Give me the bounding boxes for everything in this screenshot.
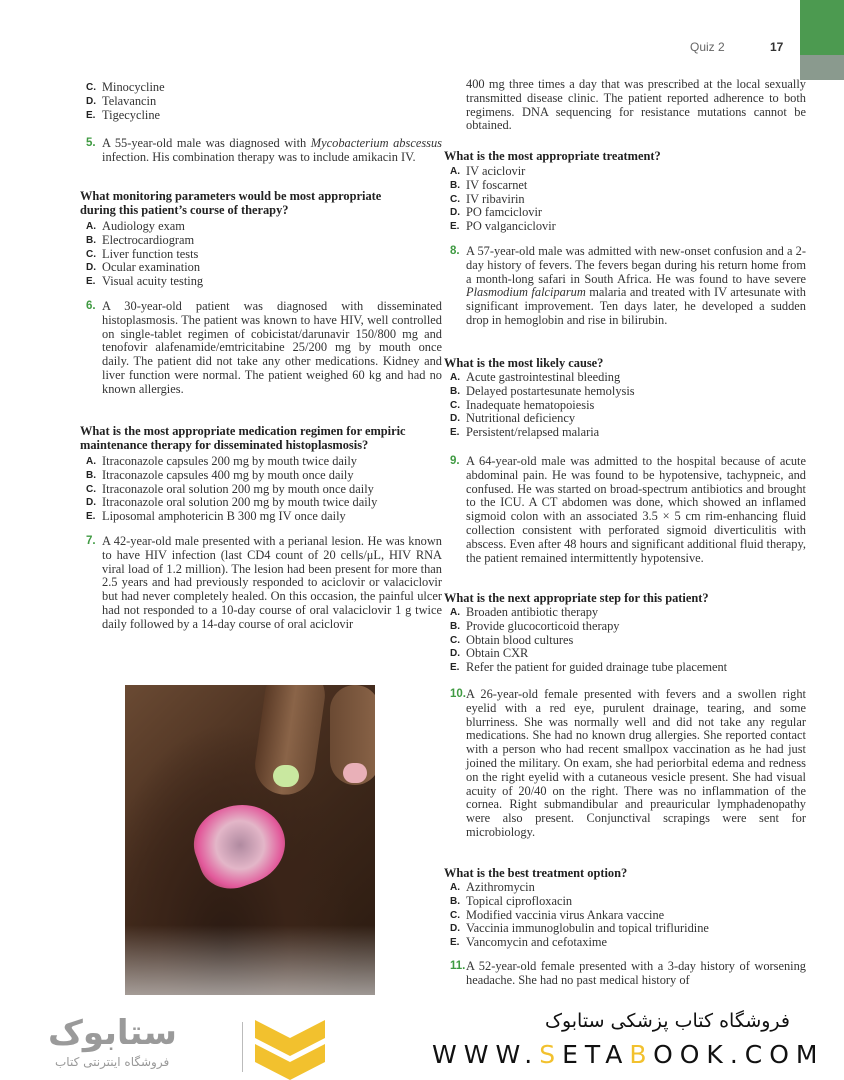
url-part: OOK.COM [653, 1040, 825, 1069]
answer-options [444, 881, 784, 950]
option-letter: C. [86, 82, 96, 93]
answer-option [444, 206, 784, 220]
answer-option [80, 455, 420, 469]
option-letter: C. [86, 483, 96, 495]
italic-term: Plasmodium falciparum [466, 285, 586, 300]
question-continuation: 400 mg three times a day that was prescribed at the local sexually transmitted disease clinic. The patient reported adherence to both regimens. DNA sequencing for resistance mutations cannot be obtained. [466, 77, 806, 133]
answer-option [444, 193, 784, 207]
option-letter: E. [86, 511, 96, 523]
option-letter: D. [86, 262, 96, 274]
option-text: IV foscarnet [466, 177, 528, 192]
answer-option [80, 234, 420, 248]
option-text: PO valganciclovir [466, 219, 556, 234]
answer-option [80, 95, 420, 109]
url-part: B [629, 1040, 654, 1069]
option-letter: C. [450, 193, 460, 205]
page-number: 17 [770, 40, 784, 54]
answer-option [80, 248, 420, 262]
answer-option [444, 661, 784, 675]
answer-option [444, 881, 784, 895]
italic-term: Mycobacterium abscessus [310, 136, 442, 150]
option-letter: D. [450, 648, 460, 660]
option-letter: D. [86, 95, 96, 107]
answer-option [444, 412, 784, 426]
question-text: A 52-year-old female presented with a 3-day history of worsening headache. She had no past medical history of [466, 959, 806, 987]
option-letter: E. [86, 109, 96, 121]
option-text: Itraconazole oral solution 200 mg by mouth twice daily [102, 495, 378, 510]
question-text: infection. His combination therapy was to include amikacin IV. [102, 149, 416, 164]
option-text: PO famciclovir [466, 205, 543, 220]
question-stem [80, 300, 442, 397]
option-text: Itraconazole capsules 200 mg by mouth twice daily [102, 454, 357, 468]
question-prompt: What monitoring parameters would be most appropriate during this patient’s course of therapy? [80, 189, 382, 217]
option-text: Acute gastrointestinal bleeding [466, 370, 621, 384]
question-stem [444, 455, 806, 565]
question-number: 9. [450, 455, 460, 467]
answer-option [444, 922, 784, 936]
option-letter: A. [450, 166, 460, 177]
question-stem [80, 535, 442, 632]
question-text: A 42-year-old male presented with a perianal lesion. He was known to have HIV infection (last CD4 count of 20 cells/μL, HIV RNA viral load of 1.2 million). The lesion had been present for more than 2.5 years and had previously responded to aciclovir or valaciclovir but had never completely healed. On this occasion, the painful ulcer had not responded to a 10-day course of oral valaciclovir 1 g twice daily followed by a 14-day course of oral aciclovir [102, 534, 442, 631]
option-letter: C. [86, 248, 96, 260]
option-letter: E. [450, 662, 460, 674]
answer-option [444, 165, 784, 179]
answer-option [444, 179, 784, 193]
answer-option [80, 275, 420, 289]
chapter-tab-secondary [800, 55, 844, 80]
answer-option [80, 496, 420, 510]
question-stem [80, 137, 442, 165]
option-text: Topical ciprofloxacin [466, 893, 573, 908]
question-prompt: What is the most likely cause? [444, 356, 604, 370]
option-letter: D. [450, 207, 460, 219]
answer-option [80, 220, 420, 234]
question-text: A 64-year-old male was admitted to the hospital because of acute abdominal pain. He was found to be hypotensive, tachypneic, and confused. He was started on broad-spectrum antibiotics and brought to the ICU. A CT abdomen was done, which showed an inflamed sigmoid colon with an associated 3.5 × 5 cm rim-enhancing fluid collection consistent with perforated sigmoid diverticulitis with abscess. Even after 48 hours and significant additional fluid therapy, the patient remained intermittently hypotensive. [466, 454, 806, 565]
option-letter: B. [450, 385, 460, 397]
option-text: Vaccinia immunoglobulin and topical trifluridine [466, 921, 709, 936]
shop-name: فروشگاه کتاب پزشکی ستابوک [544, 1010, 790, 1032]
answer-option [444, 385, 784, 399]
question-number: 5. [86, 137, 96, 149]
option-text: Telavancin [102, 93, 157, 108]
option-letter: A. [450, 372, 460, 383]
question-prompt: What is the next appropriate step for this patient? [444, 591, 709, 605]
answer-option [444, 399, 784, 413]
option-letter: B. [450, 620, 460, 632]
option-text: Delayed postartesunate hemolysis [466, 383, 635, 398]
option-letter: A. [86, 221, 96, 232]
option-letter: E. [450, 221, 460, 233]
option-text: Broaden antibiotic therapy [466, 605, 599, 619]
option-text: Ocular examination [102, 260, 201, 275]
option-letter: B. [450, 179, 460, 191]
question-number: 10. [450, 688, 466, 700]
option-text: IV ribavirin [466, 191, 525, 206]
answer-options [444, 606, 784, 675]
option-text: Azithromycin [466, 880, 535, 894]
option-text: Itraconazole oral solution 200 mg by mouth once daily [102, 481, 374, 496]
option-text: Minocycline [102, 80, 165, 94]
answer-option [80, 81, 420, 95]
option-letter: A. [86, 456, 96, 467]
option-letter: A. [450, 882, 460, 893]
option-text: Vancomycin and cefotaxime [466, 935, 608, 950]
option-letter: E. [450, 427, 460, 439]
option-letter: D. [86, 497, 96, 509]
answer-options [444, 371, 784, 440]
answer-options [80, 81, 420, 122]
option-letter: D. [450, 413, 460, 425]
question-prompt: What is the most appropriate treatment? [444, 149, 661, 163]
chapter-tab [800, 0, 844, 55]
option-text: Modified vaccinia virus Ankara vaccine [466, 907, 665, 922]
option-letter: C. [450, 399, 460, 411]
page-fade [125, 925, 375, 995]
option-letter: B. [86, 469, 96, 481]
answer-option [444, 895, 784, 909]
option-text: Persistent/relapsed malaria [466, 425, 600, 440]
answer-options [80, 220, 420, 289]
question-number: 7. [86, 535, 96, 547]
option-text: Obtain blood cultures [466, 632, 574, 647]
answer-option [80, 510, 420, 524]
question-prompt: What is the most appropriate medication regimen for empiric maintenance therapy for disseminated histoplasmosis? [80, 424, 406, 452]
option-letter: D. [450, 923, 460, 935]
option-letter: E. [86, 276, 96, 288]
answer-option [80, 469, 420, 483]
option-letter: C. [450, 634, 460, 646]
option-text: Provide glucocorticoid therapy [466, 618, 620, 633]
running-header [690, 40, 784, 54]
answer-option [444, 371, 784, 385]
url-part: WWW. [432, 1040, 540, 1069]
url-part: S [539, 1040, 563, 1069]
question-stem [444, 960, 806, 988]
answer-option [444, 634, 784, 648]
question-number: 8. [450, 245, 460, 257]
option-letter: B. [86, 234, 96, 246]
answer-option [80, 109, 420, 123]
question-number: 11. [450, 960, 466, 972]
answer-option [444, 647, 784, 661]
setabook-logo: ستابوک [48, 1013, 177, 1053]
option-text: Itraconazole capsules 400 mg by mouth once daily [102, 467, 354, 482]
section-title: Quiz 2 [690, 40, 725, 54]
option-letter: A. [450, 607, 460, 618]
option-letter: B. [450, 895, 460, 907]
question-text: A 57-year-old male was admitted with new-onset confusion and a 2-day history of fevers. The fevers began during his return home from a month-long safari in South Africa. He was found to have severe [466, 244, 806, 286]
option-text: Tigecycline [102, 107, 161, 122]
option-text: Audiology exam [102, 219, 185, 233]
option-text: Obtain CXR [466, 646, 529, 661]
website-url[interactable] [432, 1040, 824, 1069]
answer-option [444, 620, 784, 634]
chevron-logo-icon [255, 1020, 325, 1080]
option-text: Electrocardiogram [102, 232, 195, 247]
option-text: Liver function tests [102, 246, 199, 261]
answer-option [444, 909, 784, 923]
option-text: Liposomal amphotericin B 300 mg IV once daily [102, 509, 346, 524]
question-text: malaria and treated with IV artesunate with significant improvement. Ten days later, he developed a sudden drop in hemoglobin and rise in bilirubin. [466, 285, 806, 327]
logo-subtitle: فروشگاه اینترنتی کتاب [55, 1055, 170, 1069]
answer-option [80, 261, 420, 275]
question-text: A 26-year-old female presented with fevers and a swollen right eyelid with a red eye, purulent drainage, tearing, and some blurriness. She was normally well and did not take any regular medications. She had no known drug allergies. She reported contact with a person who had recent smallpox vaccination as he had just joined the military. On exam, she had periorbital edema and redness on the right eyelid with a cutaneous vesicle present. She had visual acuity of 20/40 on the right. There was no inflammation of the cornea. Right submandibular and preauricular lymphadenopathy were also present. Conjunctival scrapings were sent for microbiology. [466, 687, 806, 839]
question-text: A 30-year-old patient was diagnosed with disseminated histoplasmosis. The patient was known to have HIV, well controlled on single-tablet regimen of cobicistat/darunavir 150/800 mg and tenofovir alafenamide/emtricitabine 25/200 mg by mouth once daily. The patient did not take any other medications. Kidney and liver function were normal. The patient weighed 60 kg and had no known allergies. [102, 299, 442, 396]
option-text: Refer the patient for guided drainage tube placement [466, 660, 728, 675]
question-number: 6. [86, 300, 96, 312]
question-prompt: What is the best treatment option? [444, 866, 628, 880]
option-letter: E. [450, 937, 460, 949]
option-letter: C. [450, 909, 460, 921]
option-text: Inadequate hematopoiesis [466, 397, 595, 412]
question-stem [444, 245, 806, 328]
question-stem [444, 688, 806, 840]
option-text: Nutritional deficiency [466, 411, 576, 426]
question-text: A 55-year-old male was diagnosed with [102, 136, 311, 150]
answer-option [80, 483, 420, 497]
answer-options [80, 455, 420, 524]
answer-option [444, 426, 784, 440]
answer-option [444, 220, 784, 234]
url-part: ETA [562, 1040, 630, 1069]
option-text: IV aciclovir [466, 164, 526, 178]
logo-divider [242, 1022, 243, 1072]
answer-options [444, 165, 784, 234]
answer-option [444, 936, 784, 950]
option-text: Visual acuity testing [102, 274, 204, 289]
answer-option [444, 606, 784, 620]
